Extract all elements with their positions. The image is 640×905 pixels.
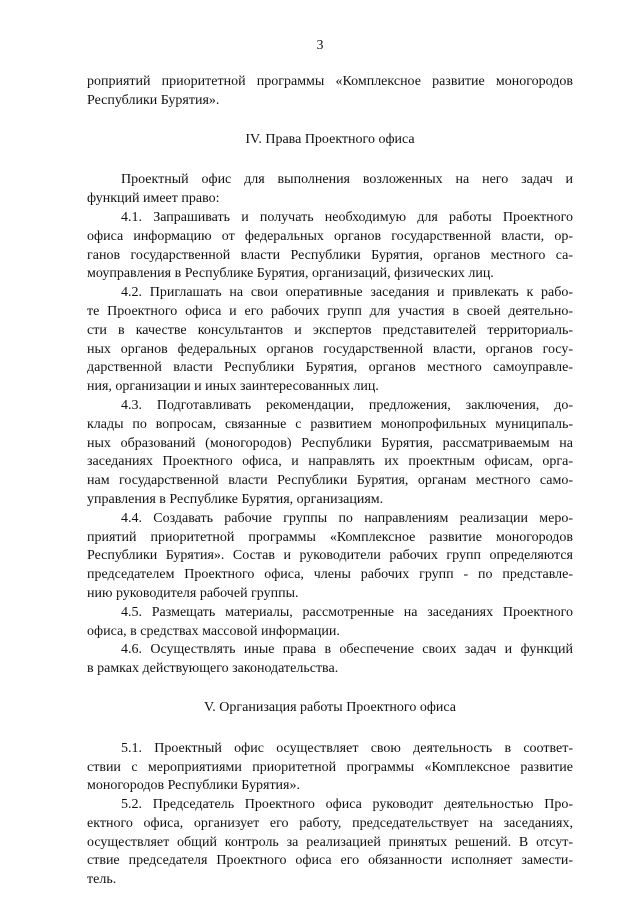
- intro-paragraph: [87, 73, 573, 111]
- text-line: осуществляет общий контроль за реализацией принятых решений. В отсут-: [87, 834, 573, 850]
- text-line: офиса, в средствах массовой информации.: [87, 623, 340, 639]
- text-line: те Проектного офиса и его рабочих групп для участия в своей деятельно-: [87, 303, 573, 319]
- paragraph-4-2: [87, 284, 573, 397]
- text-line: ствии с мероприятиями приоритетной программы «Комплексное развитие: [87, 759, 573, 775]
- text-line: ных образований (моногородов) Республики Бурятия, рассматриваемым на: [87, 435, 573, 451]
- text-line: моногородов Республики Бурятия».: [87, 778, 300, 794]
- text-line: 4.2. Приглашать на свои оперативные заседания и привлекать к рабо-: [121, 285, 573, 301]
- document-body: [87, 73, 573, 890]
- paragraph-4-6: [87, 641, 573, 679]
- text-line: офиса информацию от федеральных органов государственной власти, ор-: [87, 228, 573, 244]
- paragraph-5-2: [87, 796, 573, 890]
- text-line: сти в качестве консультантов и экспертов представителей территориаль-: [87, 322, 573, 338]
- text-line: Проектный офис для выполнения возложенных на него задач и: [121, 172, 573, 188]
- text-line: ектного офиса, организует его работу, председательствует на заседаниях,: [87, 815, 573, 831]
- text-line: нам государственной власти Республики Бурятия, органам местного само-: [87, 473, 573, 489]
- text-line: роприятий приоритетной программы «Комплексное развитие моногородов: [87, 74, 573, 89]
- text-line: приятий приоритетной программы «Комплексное развитие моногородов: [87, 529, 573, 545]
- text-line: 4.3. Подготавливать рекомендации, предложения, заключения, до-: [121, 397, 573, 413]
- text-line: 4.1. Запрашивать и получать необходимую для работы Проектного: [121, 209, 573, 225]
- text-line: заседаниях Проектного офиса, и направлять их проектным офисам, орга-: [87, 454, 573, 470]
- paragraph-4-1: [87, 209, 573, 284]
- text-line: нию руководителя рабочей группы.: [87, 585, 299, 601]
- section-v-title: V. Организация работы Проектного офиса: [204, 699, 456, 715]
- page-number: 3: [316, 38, 324, 53]
- text-line: ганов государственной власти Республики Бурятия, органов местного са-: [87, 247, 573, 263]
- section-iv-title: IV. Права Проектного офиса: [245, 131, 415, 147]
- paragraph-4-3: [87, 397, 573, 510]
- paragraph-intro-rights: [87, 171, 573, 209]
- text-line: моуправления в Республике Бурятия, организаций, физических лиц.: [87, 266, 494, 282]
- text-line: в рамках действующего законодательства.: [87, 661, 339, 677]
- paragraph-4-5: [87, 604, 573, 642]
- text-line: 4.4. Создавать рабочие группы по направлениям реализации меро-: [121, 510, 573, 526]
- text-line: ния, организации и иных заинтересованных лиц.: [87, 379, 379, 395]
- text-line: 5.1. Проектный офис осуществляет свою деятельность в соответ-: [121, 740, 573, 756]
- text-line: председателем Проектного офиса, члены рабочих групп - по представле-: [87, 567, 573, 583]
- paragraph-4-4: [87, 510, 573, 604]
- text-line: 4.6. Осуществлять иные права в обеспечение своих задач и функций: [121, 642, 573, 658]
- text-line: функций имеет право:: [87, 191, 220, 207]
- text-line: ных органов федеральных органов государственной власти, органов госу-: [87, 341, 573, 357]
- text-line: клады по вопросам, связанные с развитием монопрофильных муниципаль-: [87, 416, 573, 432]
- paragraph-5-1: [87, 740, 573, 796]
- text-line: ствие председателя Проектного офиса его обязанности исполняет замести-: [87, 853, 573, 869]
- text-line: дарственной власти Республики Бурятия, органов местного самоуправле-: [87, 360, 573, 376]
- text-line: 5.2. Председатель Проектного офиса руководит деятельностью Про-: [121, 797, 573, 813]
- text-line: 4.5. Размещать материалы, рассмотренные на заседаниях Проектного: [121, 604, 573, 620]
- text-line: управления в Республике Бурятия, организациям.: [87, 491, 384, 507]
- text-line: Республики Бурятия». Состав и руководители рабочих групп определяются: [87, 548, 573, 564]
- text-line: Республики Бурятия».: [87, 92, 220, 108]
- text-line: тель.: [87, 872, 117, 888]
